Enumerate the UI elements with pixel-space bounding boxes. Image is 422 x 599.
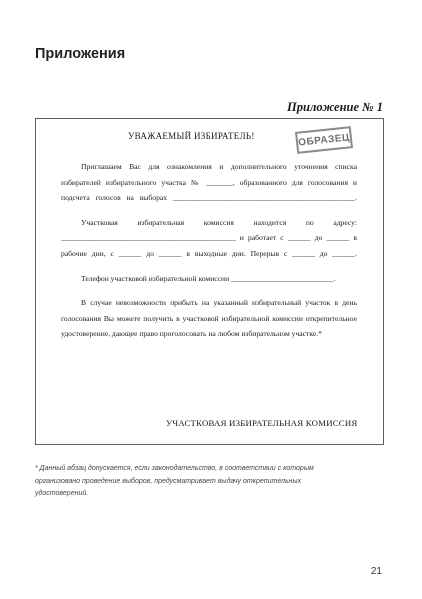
sample-stamp: ОБРАЗЕЦ xyxy=(295,126,353,154)
form-paragraph-absentee: В случае невозможности прибыть на указанный избирательный участок в день голосования Вы можете получить в участковой избирательной комиссии открепительное удостоверение, дающее право проголосовать на любом избирательном участке.* xyxy=(61,298,357,339)
appendix-label: Приложение № 1 xyxy=(287,100,383,114)
form-paragraph-phone: Телефон участковой избирательной комиссии ___________________________. xyxy=(81,273,336,283)
form-body xyxy=(61,159,357,351)
form-greeting: УВАЖАЕМЫЙ ИЗБИРАТЕЛЬ! xyxy=(128,131,255,141)
page-number: 21 xyxy=(370,566,382,577)
form-paragraph-address: Участковая избирательная комиссия находится по адресу: ______________________________________________ и работает с ______ до ______ в рабочие дни, с ______ до ______ в выходные дни. Перерыв с ______ до ______. xyxy=(61,217,357,258)
form-signature: УЧАСТКОВАЯ ИЗБИРАТЕЛЬНАЯ КОМИССИЯ xyxy=(166,418,358,428)
form-paragraph-invitation: Приглашаем Вас для ознакомления и дополнительного уточнения списка избирателей избирательного участка № _______, образованного для голосования и подсчета голосов на выборах ________________________________________________. xyxy=(61,162,357,203)
section-heading: Приложения xyxy=(35,46,126,62)
footnote: * Данный абзац допускается, если законодательство, в соответствии с которым организовано проведение выборов, предусматривает выдачу открепительных удостоверений. xyxy=(35,465,314,498)
